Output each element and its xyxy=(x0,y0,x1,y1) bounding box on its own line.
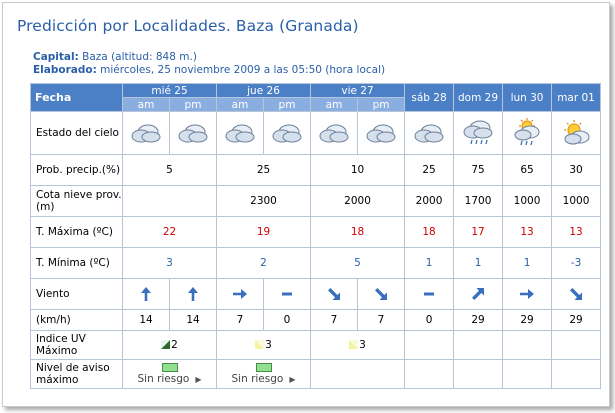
page-title: Predicción por Localidades. Baza (Granada) xyxy=(17,17,359,35)
wind-speed: 14 xyxy=(123,310,170,331)
wind-arrow-southeast-icon xyxy=(552,279,601,310)
wind-speed: 29 xyxy=(552,310,601,331)
sun-cloud-rain-icon xyxy=(503,112,552,155)
tmax-row-label: T. Máxima (ºC) xyxy=(31,217,123,248)
wind-speed: 0 xyxy=(264,310,311,331)
forecast-table xyxy=(30,83,601,389)
wind-arrow-north-icon xyxy=(123,279,170,310)
tmin-value: 2 xyxy=(217,248,311,279)
tmax-value: 22 xyxy=(123,217,217,248)
cota-value: 2300 xyxy=(217,186,311,217)
uv-cell-empty xyxy=(405,331,454,360)
wind-speed: 14 xyxy=(170,310,217,331)
prob-row-label: Prob. precip.(%) xyxy=(31,155,123,186)
day-header: sáb 28 xyxy=(405,84,454,112)
kmh-row-label: (km/h) xyxy=(31,310,123,331)
wind-arrow-north-icon xyxy=(170,279,217,310)
prob-value: 30 xyxy=(552,155,601,186)
cota-value: 1000 xyxy=(552,186,601,217)
wind-speed: 29 xyxy=(454,310,503,331)
capital-label: Capital: xyxy=(33,51,79,63)
uv-value: 3 xyxy=(359,339,366,351)
sky-row-label: Estado del cielo xyxy=(31,112,123,155)
wind-calm-icon xyxy=(405,279,454,310)
wind-arrow-east-icon xyxy=(217,279,264,310)
cota-row-label: Cota nieve prov.(m) xyxy=(31,186,123,217)
pm-label: pm xyxy=(170,98,217,112)
pm-label: pm xyxy=(264,98,311,112)
aviso-cell-empty xyxy=(552,360,601,389)
tmin-value: 3 xyxy=(123,248,217,279)
elaborado-info xyxy=(33,64,385,76)
tmin-value: 1 xyxy=(405,248,454,279)
aviso-cell[interactable] xyxy=(217,360,311,389)
tmax-value: 13 xyxy=(552,217,601,248)
cota-value: 2000 xyxy=(405,186,454,217)
pm-label: pm xyxy=(358,98,405,112)
wind-arrow-east-icon xyxy=(503,279,552,310)
day-header: jue 26 xyxy=(217,84,311,98)
risk-level-link[interactable] xyxy=(232,363,296,385)
cloudy-icon xyxy=(217,112,264,155)
cloudy-icon xyxy=(170,112,217,155)
aviso-cell-empty xyxy=(311,360,405,389)
day-header: mar 01 xyxy=(552,84,601,112)
risk-green-icon xyxy=(256,363,272,372)
prob-value: 10 xyxy=(311,155,405,186)
uv-indicator xyxy=(255,339,272,351)
cota-value xyxy=(123,186,217,217)
wind-arrow-northeast-icon xyxy=(454,279,503,310)
am-label: am xyxy=(123,98,170,112)
am-label: am xyxy=(217,98,264,112)
cloudy-icon xyxy=(123,112,170,155)
prob-value: 65 xyxy=(503,155,552,186)
day-header: dom 29 xyxy=(454,84,503,112)
aviso-cell-empty xyxy=(405,360,454,389)
uv-cell-empty xyxy=(552,331,601,360)
cota-value: 2000 xyxy=(311,186,405,217)
wind-speed: 7 xyxy=(358,310,405,331)
cloudy-icon xyxy=(405,112,454,155)
elaborado-value: miércoles, 25 noviembre 2009 a las 05:50 (hora local) xyxy=(100,64,386,76)
cloudy-icon xyxy=(264,112,311,155)
uv-cell xyxy=(311,331,405,360)
play-arrow-icon: ▶ xyxy=(289,375,296,384)
day-header: lun 30 xyxy=(503,84,552,112)
uv-cell xyxy=(217,331,311,360)
aviso-cell[interactable] xyxy=(123,360,217,389)
uv-low-icon xyxy=(161,340,170,349)
uv-moderate-icon xyxy=(255,340,264,349)
prob-value: 25 xyxy=(405,155,454,186)
viento-row-label: Viento xyxy=(31,279,123,310)
wind-speed: 29 xyxy=(503,310,552,331)
uv-value: 2 xyxy=(171,339,178,351)
tmin-value: 1 xyxy=(454,248,503,279)
uv-indicator xyxy=(161,339,178,351)
risk-green-icon xyxy=(162,363,178,372)
capital-info xyxy=(33,51,197,63)
wind-speed: 7 xyxy=(217,310,264,331)
tmax-value: 18 xyxy=(405,217,454,248)
capital-value: Baza (altitud: 848 m.) xyxy=(82,51,197,63)
tmin-row-label: T. Mínima (ºC) xyxy=(31,248,123,279)
prob-value: 75 xyxy=(454,155,503,186)
wind-speed: 7 xyxy=(311,310,358,331)
cota-value: 1700 xyxy=(454,186,503,217)
wind-calm-icon xyxy=(264,279,311,310)
prob-value: 5 xyxy=(123,155,217,186)
cota-value: 1000 xyxy=(503,186,552,217)
cloudy-icon xyxy=(358,112,405,155)
cloudy-icon xyxy=(311,112,358,155)
risk-level-link[interactable] xyxy=(138,363,202,385)
am-label: am xyxy=(311,98,358,112)
uv-cell-empty xyxy=(503,331,552,360)
aviso-cell-empty xyxy=(503,360,552,389)
tmax-value: 18 xyxy=(311,217,405,248)
rain-cloud-icon xyxy=(454,112,503,155)
tmin-value: 1 xyxy=(503,248,552,279)
prob-value: 25 xyxy=(217,155,311,186)
fecha-header: Fecha xyxy=(31,84,123,112)
tmax-value: 13 xyxy=(503,217,552,248)
day-header: vie 27 xyxy=(311,84,405,98)
uv-moderate-icon xyxy=(349,340,358,349)
tmin-value: -3 xyxy=(552,248,601,279)
risk-label: Sin riesgo xyxy=(137,373,190,385)
tmax-value: 17 xyxy=(454,217,503,248)
sun-cloud-icon xyxy=(552,112,601,155)
day-header: mié 25 xyxy=(123,84,217,98)
aviso-row-label: Nivel de aviso máximo xyxy=(31,360,123,389)
risk-label: Sin riesgo xyxy=(231,373,284,385)
tmin-value: 5 xyxy=(311,248,405,279)
wind-arrow-southeast-icon xyxy=(311,279,358,310)
uv-indicator xyxy=(349,339,366,351)
uv-value: 3 xyxy=(265,339,272,351)
aviso-cell-empty xyxy=(454,360,503,389)
elaborado-label: Elaborado: xyxy=(33,64,97,76)
uv-cell-empty xyxy=(454,331,503,360)
wind-speed: 0 xyxy=(405,310,454,331)
play-arrow-icon: ▶ xyxy=(195,375,202,384)
uv-cell xyxy=(123,331,217,360)
uv-row-label: Indice UV Máximo xyxy=(31,331,123,360)
tmax-value: 19 xyxy=(217,217,311,248)
wind-arrow-southeast-icon xyxy=(358,279,405,310)
